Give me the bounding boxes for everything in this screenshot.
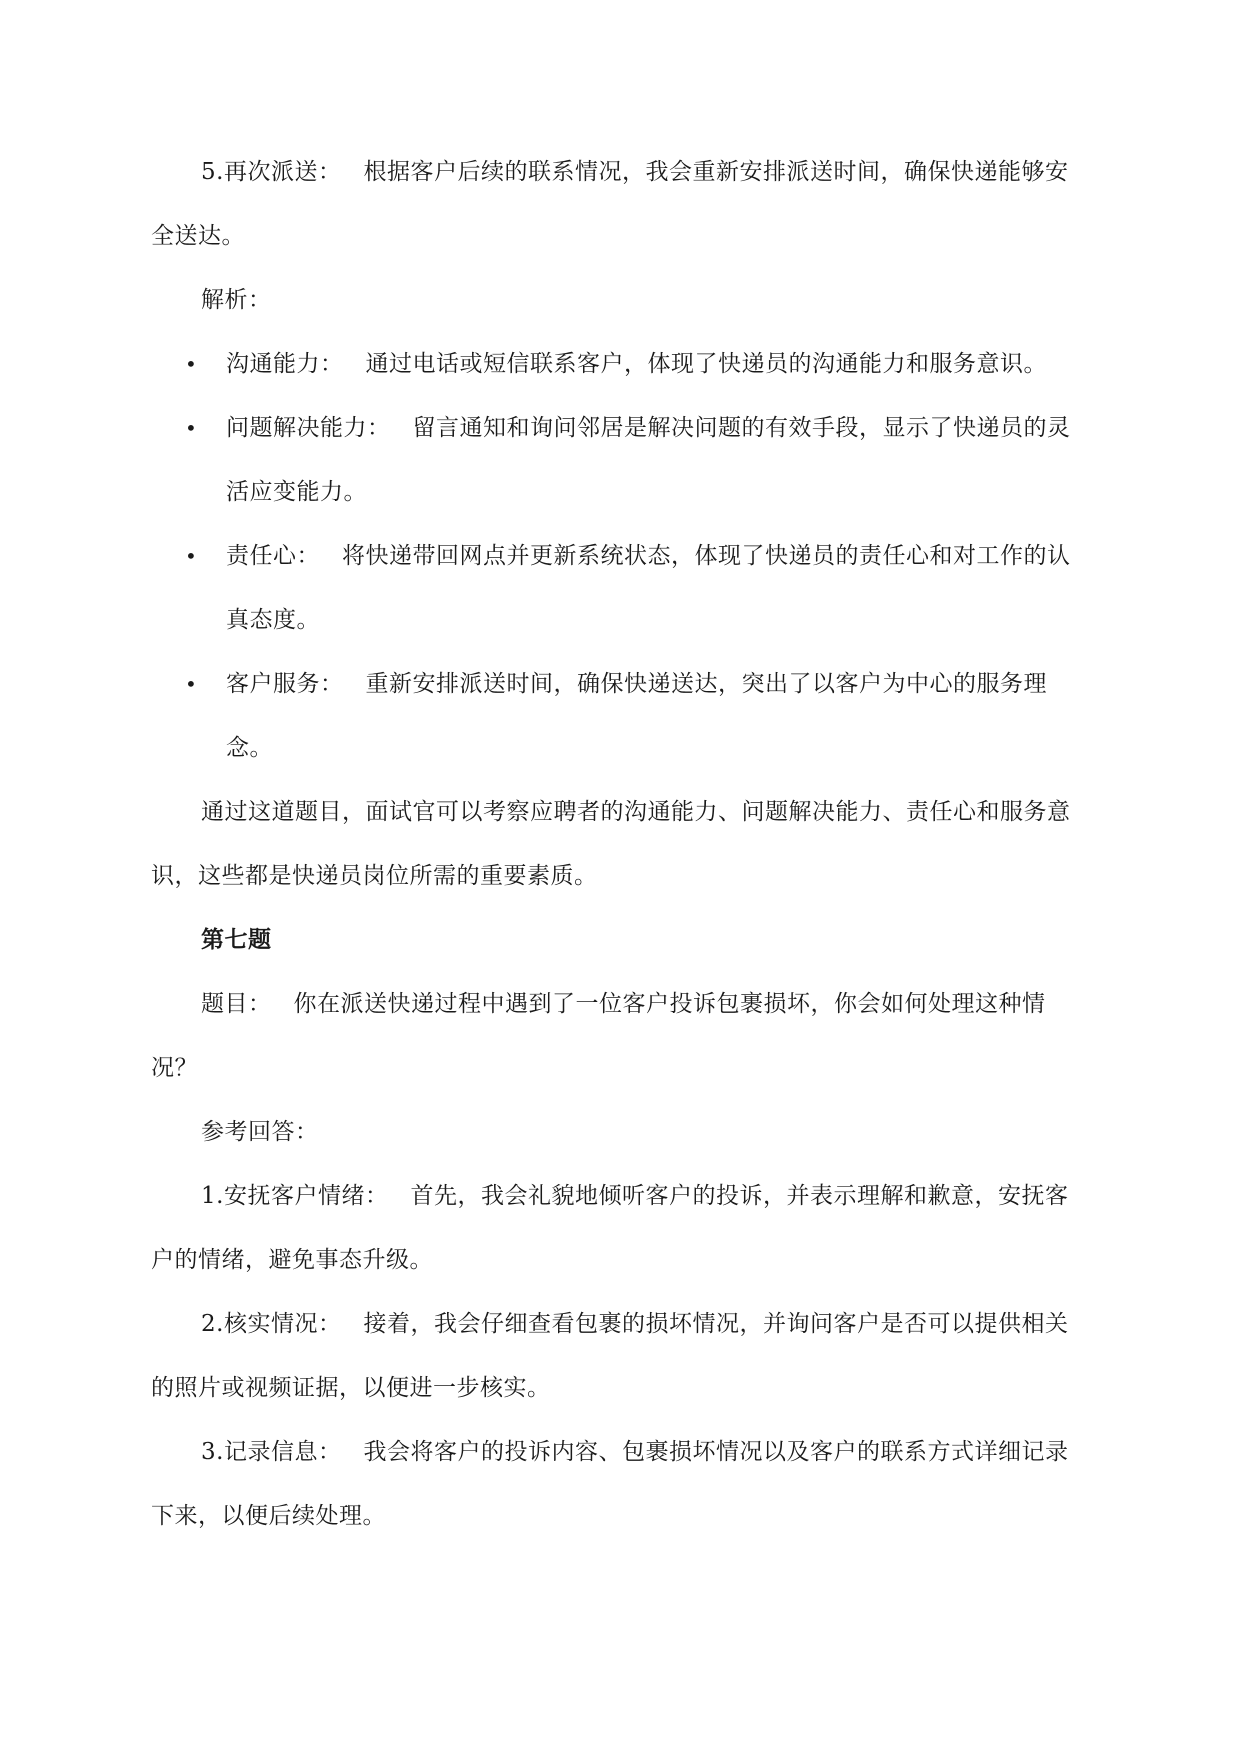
analysis-list: [151, 332, 1081, 780]
paragraph-text: 根据客户后续的联系情况，我会重新安排派送时间，确保快递能够安全送达。: [151, 159, 1069, 249]
answer-heading: 参考回答：: [201, 1119, 319, 1145]
list-item-text: 将快递带回网点并更新系统状态，体现了快递员的责任心和对工作的认真态度。: [226, 543, 1071, 633]
question-paragraph: [151, 972, 1081, 1100]
paragraph-label: 5.再次派送：: [201, 159, 342, 185]
summary-paragraph: 通过这道题目，面试官可以考察应聘者的沟通能力、问题解决能力、责任心和服务意识，这些都是快递员岗位所需的重要素质。: [151, 799, 1071, 889]
answer-text: 首先，我会礼貌地倾听客户的投诉，并表示理解和歉意，安抚客户的情绪，避免事态升级。: [151, 1183, 1069, 1273]
list-item-label: 问题解决能力：: [226, 415, 391, 441]
list-item: [151, 332, 1081, 396]
list-item-label: 客户服务：: [226, 671, 344, 697]
list-item-text: 重新安排派送时间，确保快递送达，突出了以客户为中心的服务理念。: [226, 671, 1047, 761]
question-text: 你在派送快递过程中遇到了一位客户投诉包裹损坏，你会如何处理这种情况？: [151, 991, 1046, 1081]
analysis-label: 解析：: [201, 287, 272, 313]
list-item: [151, 524, 1081, 652]
paragraph-redelivery: [151, 140, 1081, 268]
answer-paragraph: [151, 1420, 1081, 1548]
list-item-label: 责任心：: [226, 543, 320, 569]
answer-paragraph: [151, 1292, 1081, 1420]
list-item: [151, 652, 1081, 780]
answer-paragraph: [151, 1164, 1081, 1292]
bullet-dot-icon: •: [185, 352, 198, 376]
answer-label: 2.核实情况：: [201, 1311, 342, 1337]
answer-text: 接着，我会仔细查看包裹的损坏情况，并询问客户是否可以提供相关的照片或视频证据，以便进一步核实。: [151, 1311, 1069, 1401]
answer-label: 3.记录信息：: [201, 1439, 342, 1465]
list-item: [151, 396, 1081, 524]
bullet-dot-icon: •: [185, 672, 198, 696]
section-title: 第七题: [201, 926, 272, 953]
question-label: 题目：: [201, 991, 272, 1017]
list-item-text: 通过电话或短信联系客户，体现了快递员的沟通能力和服务意识。: [365, 351, 1047, 377]
answer-label: 1.安抚客户情绪：: [201, 1183, 389, 1209]
bullet-dot-icon: •: [185, 544, 198, 568]
list-item-text: 留言通知和询问邻居是解决问题的有效手段，显示了快递员的灵活应变能力。: [226, 415, 1071, 505]
answer-text: 我会将客户的投诉内容、包裹损坏情况以及客户的联系方式详细记录下来，以便后续处理。: [151, 1439, 1069, 1529]
list-item-label: 沟通能力：: [226, 351, 344, 377]
bullet-dot-icon: •: [185, 416, 198, 440]
document-body: [151, 140, 1081, 1548]
